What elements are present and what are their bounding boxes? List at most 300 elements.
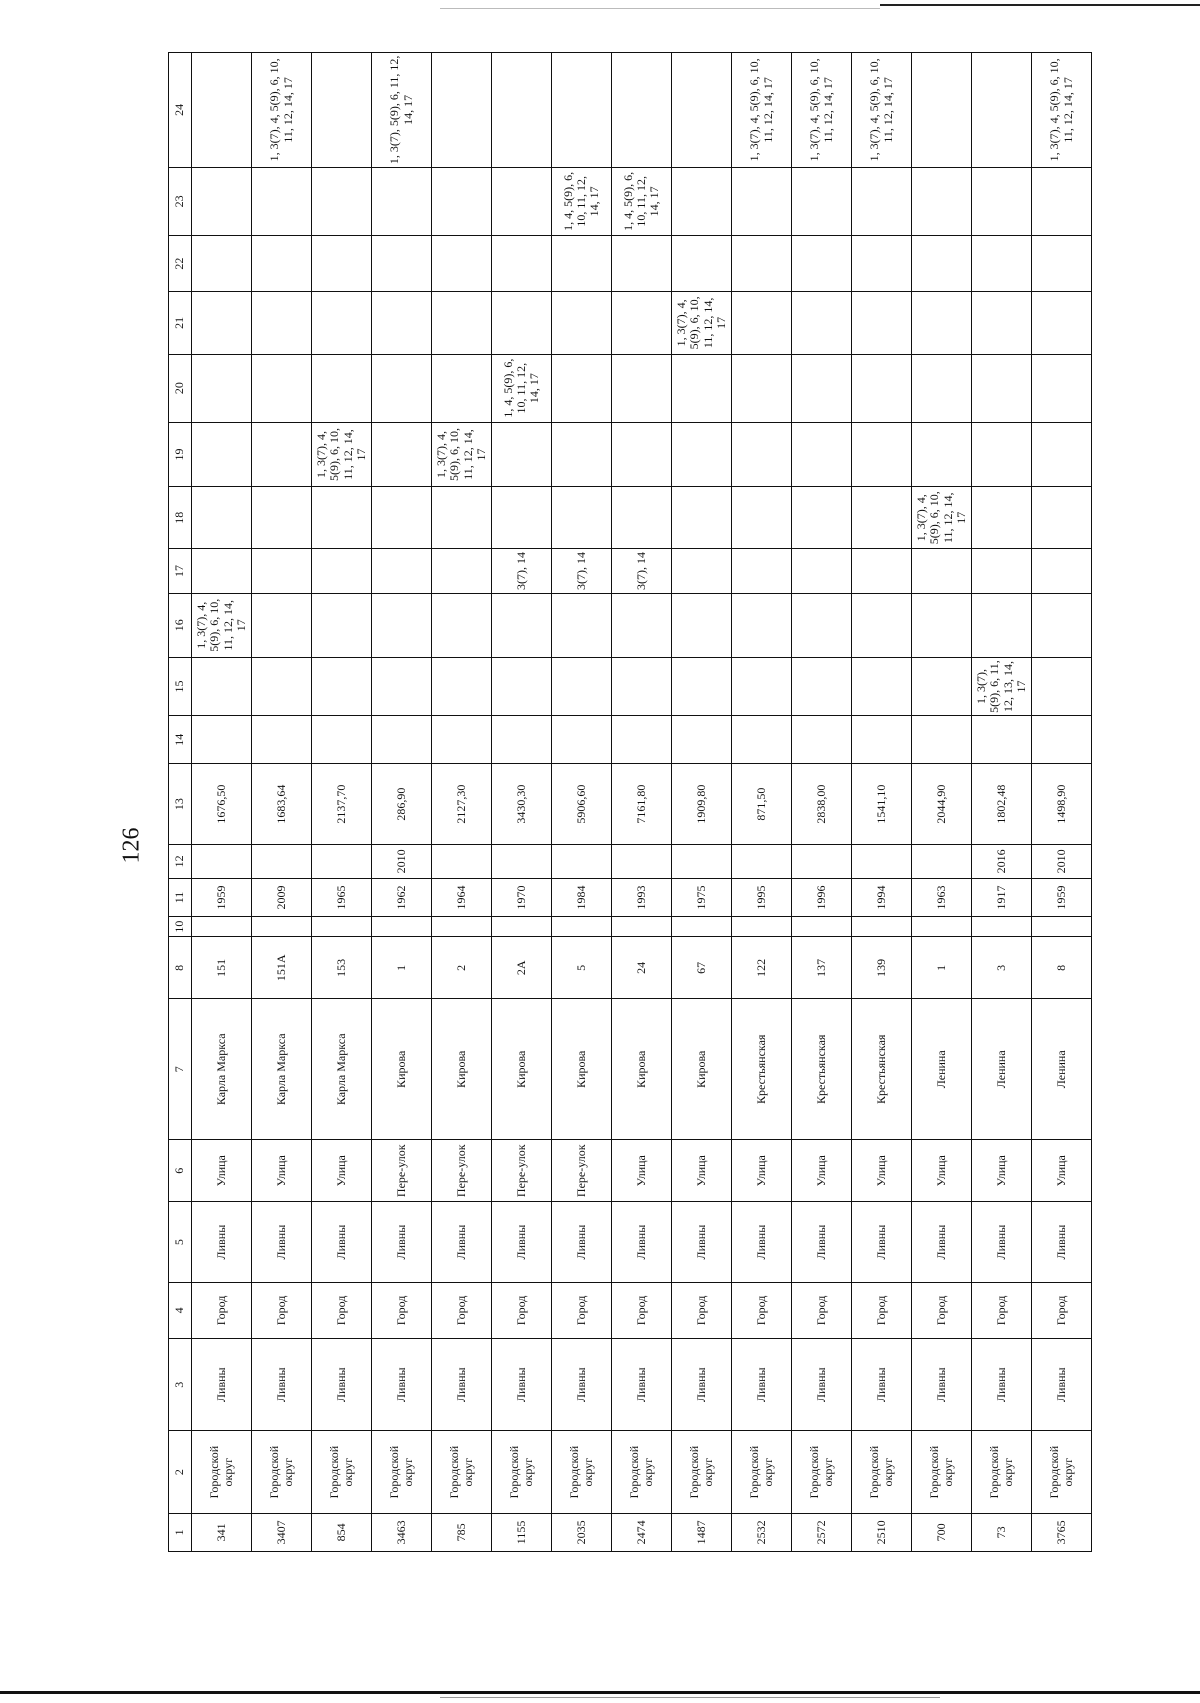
table-cell-c24 [552, 53, 612, 168]
table-cell-c18 [252, 487, 312, 549]
table-cell-c15 [732, 657, 792, 715]
table-cell-c16 [372, 593, 432, 657]
table-row [372, 53, 432, 1552]
table-cell-c1: 2510 [852, 1513, 912, 1551]
table-row [492, 53, 552, 1552]
table-cell-c2: Городской округ [912, 1431, 972, 1513]
column-header: 3 [169, 1339, 192, 1431]
table-cell-c20 [432, 354, 492, 422]
table-cell-c24 [972, 53, 1032, 168]
table-cell-c11: 1917 [972, 878, 1032, 916]
column-header: 21 [169, 292, 192, 354]
table-cell-c7: Кирова [432, 999, 492, 1140]
table-cell-c16 [492, 593, 552, 657]
table-cell-c7: Кирова [552, 999, 612, 1140]
table-cell-c7: Кирова [492, 999, 552, 1140]
table-cell-c8: 8 [1032, 937, 1092, 999]
table-cell-c13: 2127,30 [432, 764, 492, 844]
table-row [612, 53, 672, 1552]
table-cell-c12 [612, 844, 672, 878]
table-cell-c8: 137 [792, 937, 852, 999]
column-header: 14 [169, 716, 192, 764]
table-cell-c3: Ливны [552, 1339, 612, 1431]
table-cell-c11: 1965 [312, 878, 372, 916]
table-cell-c7: Крестьянская [852, 999, 912, 1140]
table-cell-c3: Ливны [732, 1339, 792, 1431]
table-cell-c8: 151А [252, 937, 312, 999]
table-cell-c3: Ливны [492, 1339, 552, 1431]
table-cell-c7: Ленина [972, 999, 1032, 1140]
table-cell-c13: 2838,00 [792, 764, 852, 844]
table-cell-c23 [732, 167, 792, 235]
table-cell-c21 [792, 292, 852, 354]
column-header: 1 [169, 1513, 192, 1551]
table-cell-c14 [1032, 716, 1092, 764]
table-cell-c14 [792, 716, 852, 764]
table-cell-c12 [192, 844, 252, 878]
table-cell-c2: Городской округ [492, 1431, 552, 1513]
table-cell-c15 [372, 657, 432, 715]
table-cell-c1: 2474 [612, 1513, 672, 1551]
table-cell-c14 [252, 716, 312, 764]
column-header: 17 [169, 549, 192, 593]
table-cell-c13: 1498,90 [1032, 764, 1092, 844]
table-cell-c3: Ливны [972, 1339, 1032, 1431]
table-cell-c17 [672, 549, 732, 593]
table-cell-c23 [372, 167, 432, 235]
table-cell-c11: 1993 [612, 878, 672, 916]
table-cell-c21 [492, 292, 552, 354]
table-cell-c5: Ливны [912, 1202, 972, 1282]
column-header: 4 [169, 1282, 192, 1338]
table-cell-c21: 1, 3(7), 4, 5(9), 6, 10, 11, 12, 14, 17 [672, 292, 732, 354]
table-cell-c12 [732, 844, 792, 878]
table-cell-c8: 2 [432, 937, 492, 999]
table-cell-c14 [852, 716, 912, 764]
column-header: 6 [169, 1140, 192, 1202]
register-table [168, 52, 1092, 1552]
table-cell-c24: 1, 3(7), 4, 5(9), 6, 10, 11, 12, 14, 17 [732, 53, 792, 168]
table-cell-c24 [192, 53, 252, 168]
table-cell-c20 [792, 354, 852, 422]
table-cell-c17 [372, 549, 432, 593]
column-header: 24 [169, 53, 192, 168]
table-cell-c21 [312, 292, 372, 354]
table-cell-c21 [1032, 292, 1092, 354]
scan-edge-top-faint [440, 8, 880, 9]
table-cell-c11: 2009 [252, 878, 312, 916]
table-cell-c22 [192, 235, 252, 291]
table-cell-c22 [612, 235, 672, 291]
table-cell-c19 [552, 422, 612, 486]
table-cell-c13: 7161,80 [612, 764, 672, 844]
table-cell-c6: Улица [732, 1140, 792, 1202]
table-cell-c19: 1, 3(7), 4, 5(9), 6, 10, 11, 12, 14, 17 [432, 422, 492, 486]
table-cell-c13: 3430,30 [492, 764, 552, 844]
table-cell-c17 [252, 549, 312, 593]
table-cell-c23 [492, 167, 552, 235]
table-cell-c13: 2137,70 [312, 764, 372, 844]
column-header: 2 [169, 1431, 192, 1513]
table-cell-c18 [312, 487, 372, 549]
table-cell-c24: 1, 3(7), 4, 5(9), 6, 10, 11, 12, 14, 17 [792, 53, 852, 168]
table-cell-c19 [732, 422, 792, 486]
table-cell-c5: Ливны [552, 1202, 612, 1282]
table-cell-c5: Ливны [192, 1202, 252, 1282]
table-cell-c22 [552, 235, 612, 291]
table-cell-c16 [672, 593, 732, 657]
table-cell-c16 [252, 593, 312, 657]
table-cell-c21 [732, 292, 792, 354]
table-container [168, 52, 1078, 1552]
table-cell-c4: Город [372, 1282, 432, 1338]
table-cell-c21 [972, 292, 1032, 354]
table-cell-c21 [612, 292, 672, 354]
table-cell-c10 [312, 917, 372, 937]
table-cell-c16 [732, 593, 792, 657]
table-cell-c13: 1683,64 [252, 764, 312, 844]
table-cell-c8: 153 [312, 937, 372, 999]
table-cell-c20 [852, 354, 912, 422]
table-cell-c12 [312, 844, 372, 878]
table-cell-c6: Улица [192, 1140, 252, 1202]
table-cell-c16 [312, 593, 372, 657]
table-cell-c14 [432, 716, 492, 764]
table-cell-c7: Кирова [672, 999, 732, 1140]
table-cell-c6: Улица [312, 1140, 372, 1202]
table-cell-c23 [432, 167, 492, 235]
table-cell-c10 [252, 917, 312, 937]
table-cell-c12 [552, 844, 612, 878]
table-cell-c16 [1032, 593, 1092, 657]
table-cell-c6: Улица [252, 1140, 312, 1202]
table-cell-c4: Город [612, 1282, 672, 1338]
table-cell-c12: 2016 [972, 844, 1032, 878]
table-cell-c16 [852, 593, 912, 657]
table-cell-c19 [612, 422, 672, 486]
table-cell-c14 [372, 716, 432, 764]
table-cell-c2: Городской округ [732, 1431, 792, 1513]
table-cell-c22 [852, 235, 912, 291]
table-cell-c19 [192, 422, 252, 486]
table-cell-c12 [252, 844, 312, 878]
table-cell-c18 [612, 487, 672, 549]
table-cell-c6: Улица [852, 1140, 912, 1202]
table-cell-c4: Город [492, 1282, 552, 1338]
table-cell-c7: Кирова [372, 999, 432, 1140]
table-cell-c6: Улица [972, 1140, 1032, 1202]
column-header: 12 [169, 844, 192, 878]
table-cell-c6: Пере-улок [552, 1140, 612, 1202]
table-cell-c21 [192, 292, 252, 354]
column-header: 8 [169, 937, 192, 999]
table-cell-c23 [192, 167, 252, 235]
table-cell-c12: 2010 [372, 844, 432, 878]
table-cell-c10 [672, 917, 732, 937]
table-cell-c19 [372, 422, 432, 486]
table-cell-c21 [912, 292, 972, 354]
table-row [432, 53, 492, 1552]
table-cell-c22 [372, 235, 432, 291]
table-cell-c12 [672, 844, 732, 878]
table-cell-c21 [252, 292, 312, 354]
table-cell-c15 [252, 657, 312, 715]
table-cell-c16 [432, 593, 492, 657]
table-cell-c20 [372, 354, 432, 422]
table-cell-c19 [852, 422, 912, 486]
table-cell-c24 [312, 53, 372, 168]
table-cell-c1: 700 [912, 1513, 972, 1551]
table-cell-c10 [912, 917, 972, 937]
header-row [169, 53, 192, 1552]
table-cell-c11: 1970 [492, 878, 552, 916]
table-cell-c14 [192, 716, 252, 764]
table-cell-c20 [252, 354, 312, 422]
table-cell-c10 [612, 917, 672, 937]
table-cell-c7: Карла Маркса [192, 999, 252, 1140]
table-cell-c16: 1, 3(7), 4, 5(9), 6, 10, 11, 12, 14, 17 [192, 593, 252, 657]
column-header: 20 [169, 354, 192, 422]
scan-edge-bottom-faint [440, 1697, 940, 1698]
table-cell-c18 [432, 487, 492, 549]
table-cell-c15 [312, 657, 372, 715]
table-cell-c19 [912, 422, 972, 486]
table-cell-c21 [552, 292, 612, 354]
table-cell-c4: Город [312, 1282, 372, 1338]
table-cell-c10 [552, 917, 612, 937]
table-cell-c22 [672, 235, 732, 291]
table-row [1032, 53, 1092, 1552]
table-cell-c15 [912, 657, 972, 715]
table-cell-c22 [732, 235, 792, 291]
table-cell-c7: Ленина [912, 999, 972, 1140]
table-cell-c24 [672, 53, 732, 168]
table-cell-c18: 1, 3(7), 4, 5(9), 6, 10, 11, 12, 14, 17 [912, 487, 972, 549]
table-cell-c5: Ливны [372, 1202, 432, 1282]
table-cell-c4: Город [252, 1282, 312, 1338]
table-cell-c16 [912, 593, 972, 657]
table-cell-c16 [792, 593, 852, 657]
column-header: 19 [169, 422, 192, 486]
table-cell-c2: Городской округ [792, 1431, 852, 1513]
table-cell-c19: 1, 3(7), 4, 5(9), 6, 10, 11, 12, 14, 17 [312, 422, 372, 486]
table-cell-c11: 1963 [912, 878, 972, 916]
table-cell-c11: 1959 [192, 878, 252, 916]
table-cell-c4: Город [192, 1282, 252, 1338]
table-cell-c12 [852, 844, 912, 878]
table-cell-c12 [432, 844, 492, 878]
table-cell-c10 [852, 917, 912, 937]
table-cell-c13: 286,90 [372, 764, 432, 844]
table-cell-c14 [732, 716, 792, 764]
table-cell-c17 [912, 549, 972, 593]
table-row [972, 53, 1032, 1552]
table-cell-c19 [792, 422, 852, 486]
table-cell-c6: Улица [612, 1140, 672, 1202]
table-cell-c1: 1155 [492, 1513, 552, 1551]
table-cell-c23 [312, 167, 372, 235]
scan-edge-top [880, 4, 1200, 6]
table-cell-c5: Ливны [492, 1202, 552, 1282]
table-row [552, 53, 612, 1552]
table-cell-c10 [192, 917, 252, 937]
table-cell-c17 [192, 549, 252, 593]
table-cell-c7: Карла Маркса [312, 999, 372, 1140]
table-cell-c5: Ливны [972, 1202, 1032, 1282]
table-row [852, 53, 912, 1552]
table-cell-c2: Городской округ [432, 1431, 492, 1513]
table-cell-c24 [912, 53, 972, 168]
table-cell-c14 [492, 716, 552, 764]
table-cell-c10 [432, 917, 492, 937]
table-cell-c13: 1909,80 [672, 764, 732, 844]
table-row [912, 53, 972, 1552]
table-cell-c2: Городской округ [252, 1431, 312, 1513]
table-row [792, 53, 852, 1552]
table-cell-c3: Ливны [912, 1339, 972, 1431]
table-cell-c1: 3463 [372, 1513, 432, 1551]
table-cell-c3: Ливны [252, 1339, 312, 1431]
table-cell-c7: Ленина [1032, 999, 1092, 1140]
table-cell-c4: Город [852, 1282, 912, 1338]
table-cell-c1: 3765 [1032, 1513, 1092, 1551]
table-cell-c5: Ливны [252, 1202, 312, 1282]
table-cell-c17: 3(7), 14 [552, 549, 612, 593]
table-cell-c17 [432, 549, 492, 593]
table-cell-c1: 1487 [672, 1513, 732, 1551]
table-cell-c2: Городской округ [372, 1431, 432, 1513]
table-cell-c17 [972, 549, 1032, 593]
table-cell-c18 [192, 487, 252, 549]
table-cell-c6: Пере-улок [372, 1140, 432, 1202]
table-cell-c1: 73 [972, 1513, 1032, 1551]
table-cell-c11: 1984 [552, 878, 612, 916]
table-cell-c14 [912, 716, 972, 764]
table-cell-c2: Городской округ [192, 1431, 252, 1513]
table-cell-c7: Кирова [612, 999, 672, 1140]
table-cell-c4: Город [732, 1282, 792, 1338]
table-cell-c6: Пере-улок [492, 1140, 552, 1202]
table-cell-c6: Пере-улок [432, 1140, 492, 1202]
table-cell-c12 [492, 844, 552, 878]
table-cell-c23 [252, 167, 312, 235]
table-cell-c2: Городской округ [612, 1431, 672, 1513]
table-cell-c23 [972, 167, 1032, 235]
table-cell-c15 [192, 657, 252, 715]
table-cell-c11: 1994 [852, 878, 912, 916]
table-cell-c13: 1802,48 [972, 764, 1032, 844]
table-cell-c2: Городской округ [552, 1431, 612, 1513]
table-cell-c8: 3 [972, 937, 1032, 999]
table-row [252, 53, 312, 1552]
table-cell-c22 [252, 235, 312, 291]
table-cell-c13: 1676,50 [192, 764, 252, 844]
table-cell-c10 [372, 917, 432, 937]
table-cell-c24 [432, 53, 492, 168]
table-cell-c5: Ливны [672, 1202, 732, 1282]
table-cell-c12 [792, 844, 852, 878]
table-cell-c5: Ливны [612, 1202, 672, 1282]
table-cell-c10 [1032, 917, 1092, 937]
table-cell-c21 [852, 292, 912, 354]
table-cell-c23: 1, 4, 5(9), 6, 10, 11, 12, 14, 17 [612, 167, 672, 235]
table-cell-c11: 1975 [672, 878, 732, 916]
column-header: 7 [169, 999, 192, 1140]
table-cell-c20: 1, 4, 5(9), 6, 10, 11, 12, 14, 17 [492, 354, 552, 422]
table-cell-c24: 1, 3(7), 4, 5(9), 6, 10, 11, 12, 14, 17 [852, 53, 912, 168]
table-cell-c19 [672, 422, 732, 486]
table-cell-c20 [912, 354, 972, 422]
table-cell-c3: Ливны [1032, 1339, 1092, 1431]
table-cell-c10 [732, 917, 792, 937]
table-cell-c4: Город [1032, 1282, 1092, 1338]
page-number: 126 [118, 827, 145, 864]
table-cell-c1: 2035 [552, 1513, 612, 1551]
table-cell-c17 [852, 549, 912, 593]
table-cell-c5: Ливны [852, 1202, 912, 1282]
table-cell-c12: 2010 [1032, 844, 1092, 878]
table-cell-c8: 5 [552, 937, 612, 999]
table-cell-c24: 1, 3(7), 4, 5(9), 6, 10, 11, 12, 14, 17 [252, 53, 312, 168]
table-cell-c19 [492, 422, 552, 486]
table-cell-c23 [672, 167, 732, 235]
table-cell-c1: 2532 [732, 1513, 792, 1551]
table-cell-c8: 151 [192, 937, 252, 999]
column-header: 10 [169, 917, 192, 937]
table-row [732, 53, 792, 1552]
table-cell-c12 [912, 844, 972, 878]
table-cell-c16 [972, 593, 1032, 657]
table-cell-c3: Ливны [372, 1339, 432, 1431]
table-cell-c19 [252, 422, 312, 486]
table-cell-c19 [972, 422, 1032, 486]
table-cell-c3: Ливны [792, 1339, 852, 1431]
table-cell-c20 [192, 354, 252, 422]
table-cell-c11: 1996 [792, 878, 852, 916]
table-cell-c15 [612, 657, 672, 715]
table-cell-c20 [312, 354, 372, 422]
table-row [672, 53, 732, 1552]
table-cell-c21 [432, 292, 492, 354]
table-cell-c8: 122 [732, 937, 792, 999]
table-cell-c8: 67 [672, 937, 732, 999]
table-cell-c17 [312, 549, 372, 593]
table-cell-c22 [912, 235, 972, 291]
table-cell-c5: Ливны [312, 1202, 372, 1282]
table-cell-c15 [792, 657, 852, 715]
table-cell-c7: Крестьянская [732, 999, 792, 1140]
table-cell-c3: Ливны [612, 1339, 672, 1431]
table-cell-c19 [1032, 422, 1092, 486]
table-cell-c24 [612, 53, 672, 168]
table-cell-c18 [972, 487, 1032, 549]
table-cell-c24: 1, 3(7), 5(9), 6, 11, 12, 14, 17 [372, 53, 432, 168]
table-cell-c18 [672, 487, 732, 549]
table-cell-c17: 3(7), 14 [492, 549, 552, 593]
table-cell-c2: Городской округ [1032, 1431, 1092, 1513]
table-cell-c8: 1 [912, 937, 972, 999]
column-header: 23 [169, 167, 192, 235]
table-cell-c13: 871,50 [732, 764, 792, 844]
table-cell-c20 [552, 354, 612, 422]
table-cell-c20 [1032, 354, 1092, 422]
table-cell-c24: 1, 3(7), 4, 5(9), 6, 10, 11, 12, 14, 17 [1032, 53, 1092, 168]
column-header: 16 [169, 593, 192, 657]
table-cell-c1: 3407 [252, 1513, 312, 1551]
table-row [192, 53, 252, 1552]
table-cell-c22 [972, 235, 1032, 291]
table-cell-c7: Карла Маркса [252, 999, 312, 1140]
